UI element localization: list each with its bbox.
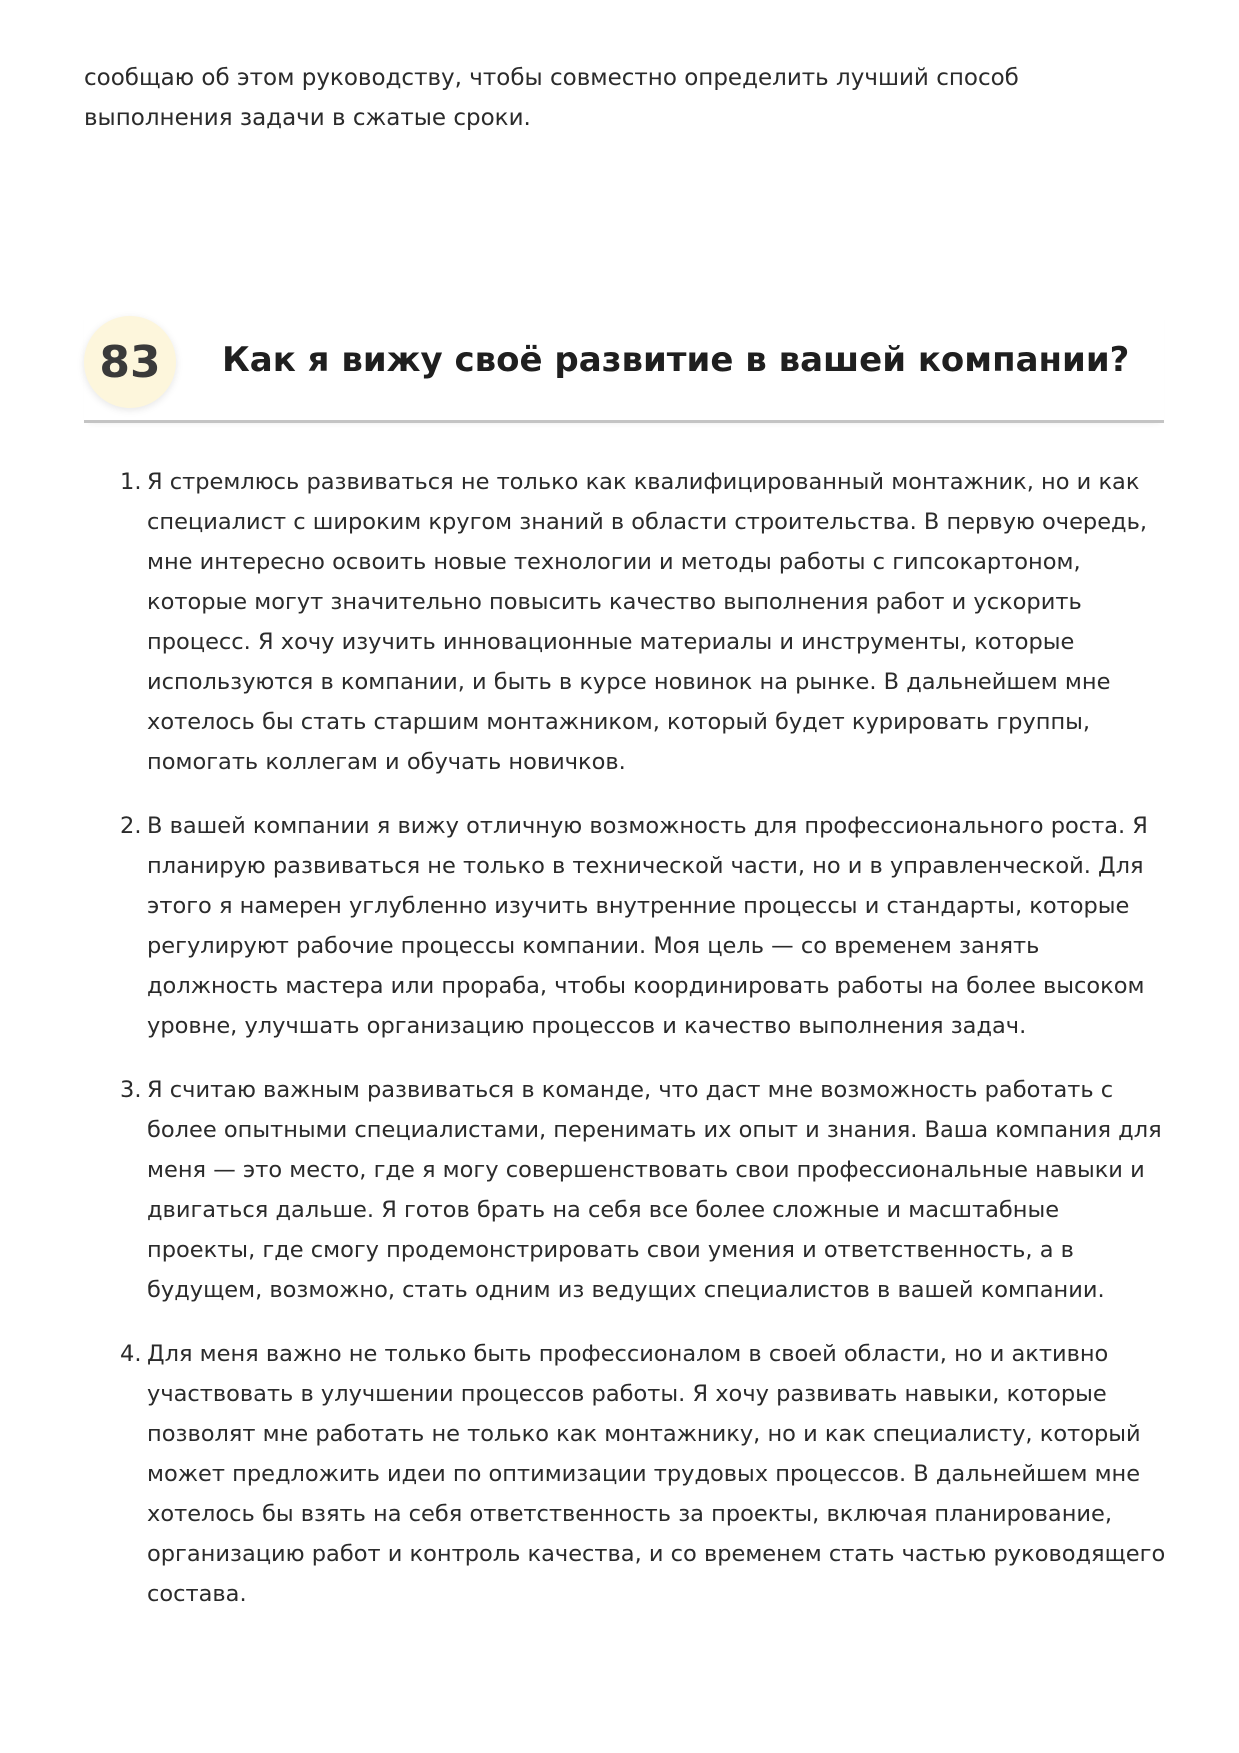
section-title: Как я вижу своё развитие в вашей компании? — [222, 340, 1130, 380]
answer-item-number: 2. — [120, 813, 142, 839]
answer-item — [84, 462, 1166, 782]
answer-item — [84, 1070, 1166, 1310]
answer-item-text: Я стремлюсь развиваться не только как квалифицированный монтажник, но и как специалист с широким кругом знаний в области строительства. В первую очередь, мне интересно освоить новые технологии и методы работы с гипсокартоном, которые могут значительно повысить качество выполнения работ и ускорить процесс. Я хочу изучить инновационные материалы и инструменты, которые используются в компании, и быть в курсе новинок на рынке. В дальнейшем мне хотелось бы стать старшим монтажником, который будет курировать группы, помогать коллегам и обучать новичков. — [147, 469, 1148, 775]
answer-item-number: 3. — [120, 1077, 142, 1103]
section-header — [84, 312, 1164, 423]
answer-item-number: 4. — [120, 1341, 142, 1367]
answer-item — [84, 1334, 1166, 1614]
intro-paragraph: сообщаю об этом руководству, чтобы совместно определить лучший способ выполнения задачи в сжатые сроки. — [84, 65, 1019, 131]
answer-item-text: В вашей компании я вижу отличную возможность для профессионального роста. Я планирую развиваться не только в технической части, но и в управленческой. Для этого я намерен углубленно изучить внутренние процессы и стандарты, которые регулируют рабочие процессы компании. Моя цель — со временем занять должность мастера или прораба, чтобы координировать работы на более высоком уровне, улучшать организацию процессов и качество выполнения задач. — [147, 813, 1148, 1039]
answer-item-text: Для меня важно не только быть профессионалом в своей области, но и активно участвовать в улучшении процессов работы. Я хочу развивать навыки, которые позволят мне работать не только как монтажнику, но и как специалисту, который может предложить идеи по оптимизации трудовых процессов. В дальнейшем мне хотелось бы взять на себя ответственность за проекты, включая планирование, организацию работ и контроль качества, и со временем стать частью руководящего состава. — [147, 1341, 1166, 1607]
answer-item — [84, 806, 1166, 1046]
section-number-badge: 83 — [84, 316, 176, 408]
answer-list — [84, 462, 1166, 1638]
answer-item-text: Я считаю важным развиваться в команде, что даст мне возможность работать с более опытными специалистами, перенимать их опыт и знания. Ваша компания для меня — это место, где я могу совершенствовать свои профессиональные навыки и двигаться дальше. Я готов брать на себя все более сложные и масштабные проекты, где смогу продемонстрировать свои умения и ответственность, а в будущем, возможно, стать одним из ведущих специалистов в вашей компании. — [147, 1077, 1162, 1303]
answer-item-number: 1. — [120, 469, 142, 495]
